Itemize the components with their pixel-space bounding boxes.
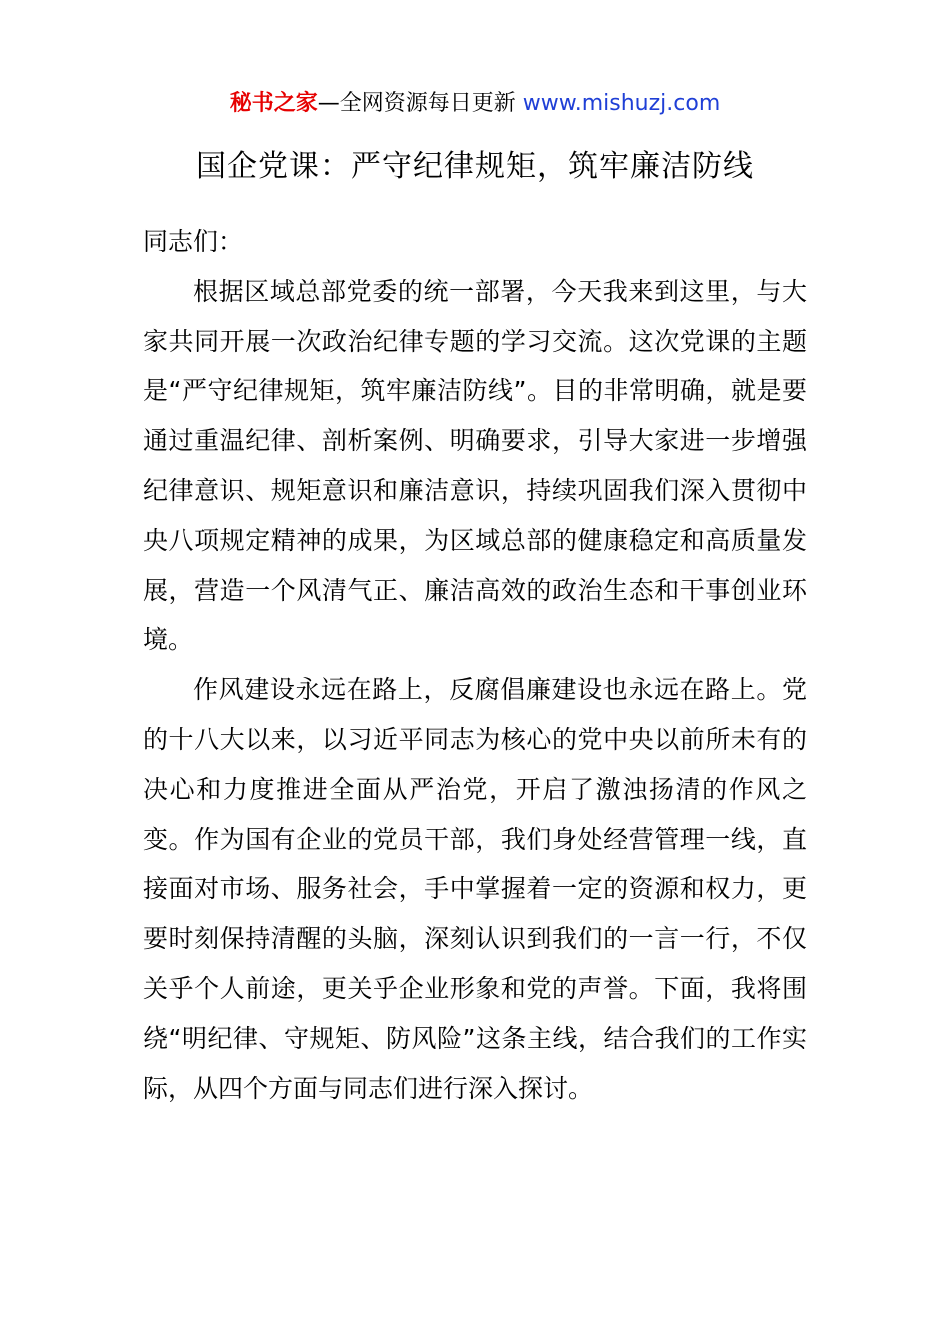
salutation: 同志们： — [143, 227, 244, 256]
site-header — [0, 88, 950, 120]
body-paragraph-1: 根据区域总部党委的统一部署，今天我来到这里，与大家共同开展一次政治纪律专题的学习交流。这次党课的主题是“严守纪律规矩，筑牢廉洁防线”。目的非常明确，就是要通过重温纪律、剖析案例、明确要求，引导大家进一步增强纪律意识、规矩意识和廉洁意识，持续巩固我们深入贯彻中央八项规定精神的成果，为区域总部的健康稳定和高质量发展，营造一个风清气正、廉洁高效的政治生态和干事创业环境。 — [143, 276, 807, 655]
site-url-link[interactable]: www.mishuzj.com — [522, 91, 721, 116]
document-body — [143, 217, 807, 1113]
brand-name: 秘书之家 — [229, 91, 318, 116]
document-title: 国企党课：严守纪律规矩，筑牢廉洁防线 — [196, 149, 754, 184]
site-tagline: —全网资源每日更新 — [317, 91, 523, 116]
body-paragraph-2: 作风建设永远在路上，反腐倡廉建设也永远在路上。党的十八大以来，以习近平同志为核心的党中央以前所未有的决心和力度推进全面从严治党，开启了激浊扬清的作风之变。作为国有企业的党员干部，我们身处经营管理一线，直接面对市场、服务社会，手中掌握着一定的资源和权力，更要时刻保持清醒的头脑，深刻认识到我们的一言一行，不仅关乎个人前途，更关乎企业形象和党的声誉。下面，我将围绕“明纪律、守规矩、防风险”这条主线，结合我们的工作实际，从四个方面与同志们进行深入探讨。 — [143, 675, 807, 1103]
